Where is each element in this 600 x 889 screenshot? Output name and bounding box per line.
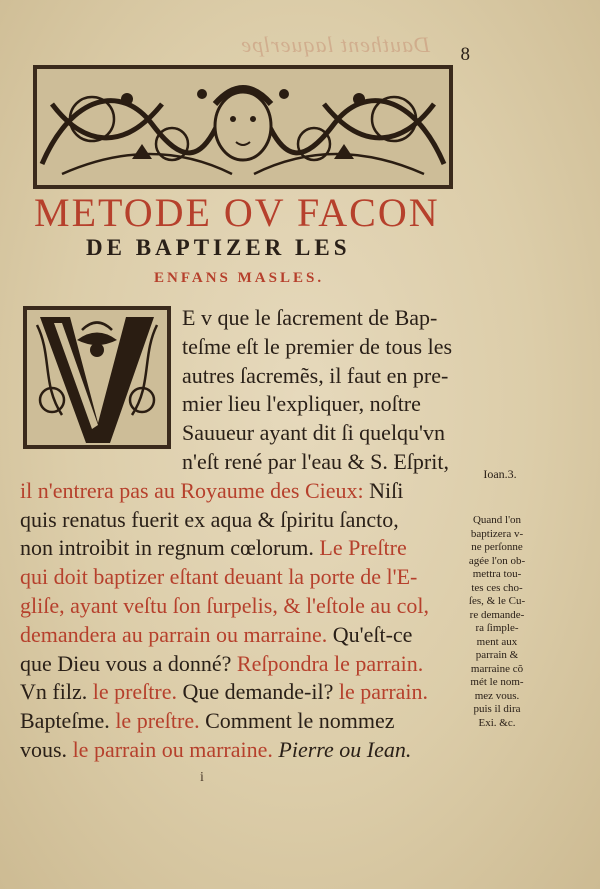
ornamental-headpiece [32, 64, 454, 190]
text-line [20, 506, 465, 535]
text-segment: vous. [20, 736, 73, 762]
text-line [20, 736, 465, 765]
text-segment: quis renatus fuerit ex aqua & ſpiritu ſancto, [20, 506, 399, 532]
marginal-note-line: mez vous. [474, 689, 520, 702]
rubric-segment: demandera au parrain ou marraine. [20, 621, 333, 647]
text-segment: n'eſt rené par l'eau & S. Eſprit, [182, 448, 449, 474]
text-segment: Vn filz. [20, 679, 93, 705]
text-line [20, 650, 465, 679]
body-text [20, 304, 465, 765]
bleed-through-text: Dauthent laquerlpe [240, 32, 430, 57]
rubric-segment: gliſe, ayant veſtu ſon ſurpelis, & l'eſtole au col, [20, 592, 430, 618]
text-segment: que Dieu vous a donné? [20, 650, 237, 676]
text-line [20, 362, 465, 391]
text-segment: mier lieu l'expliquer, noſtre [182, 391, 421, 417]
text-line [20, 592, 465, 621]
italic-segment: Pierre ou Iean. [272, 736, 412, 762]
marginal-note-line: re demande- [469, 608, 525, 621]
text-segment: non introibit in regnum cœlorum. [20, 535, 320, 561]
marginal-note-line: puis il dira [473, 703, 521, 715]
marginal-note-line: ſes, & le Cu- [468, 595, 526, 607]
marginal-note-line: Quand l'on [472, 514, 522, 526]
marginal-note-line: marraine cõ [470, 662, 524, 675]
marginal-reference: Ioan.3. [483, 467, 517, 481]
marginal-note-line: mettra tou- [472, 568, 522, 580]
rubric-segment: le parrain ou marraine. [72, 736, 273, 762]
marginal-note-line: ra ſimple- [475, 622, 519, 634]
text-segment: Qu'eſt-ce [332, 621, 413, 647]
rubric-segment: qui doit baptizer eſtant deuant la porte de l'E- [20, 564, 418, 590]
marginal-note-line: agée l'on ob- [468, 554, 526, 567]
page-number: 8 [460, 44, 470, 65]
rubric-segment: le preſtre. [115, 708, 206, 734]
text-line [20, 419, 465, 448]
marginal-note-line: baptizera v- [470, 527, 524, 540]
marginal-note [452, 514, 542, 730]
rubric-segment: Le Preſtre [319, 535, 407, 561]
text-line [20, 304, 465, 333]
text-line [20, 390, 465, 419]
text-line [20, 621, 465, 650]
rubric-segment: le preſtre. [92, 679, 183, 705]
text-line [20, 707, 465, 736]
text-segment: teſme eſt le premier de tous les [182, 333, 453, 359]
rubric-segment: Reſpondra le parrain. [236, 650, 424, 676]
text-line [20, 534, 465, 563]
text-segment: autres ſacremẽs, il faut en pre- [182, 362, 449, 388]
marginal-note-line: parrain & [475, 649, 519, 661]
text-segment: Sauueur ayant dit ſi quelqu'vn [182, 420, 446, 446]
text-segment: Que demande-il? [182, 679, 339, 705]
marginal-note-line: tes ces cho- [471, 581, 523, 594]
text-segment: E v que le ſacrement de Bap- [182, 305, 438, 330]
marginal-note-line: ne perſonne [471, 541, 523, 553]
text-line [20, 333, 465, 362]
text-segment: Niſi [369, 477, 404, 503]
page-subtitle: DE BAPTIZER LES [86, 235, 351, 260]
marginal-note-line: mét le nom- [470, 676, 524, 688]
text-segment: Bapteſme. [20, 708, 116, 734]
rubric-segment: le parrain. [338, 679, 429, 705]
text-line [20, 477, 465, 506]
signature-mark: i [200, 770, 204, 785]
rubric-segment: il n'entrera pas au Royaume des Cieux: [20, 477, 370, 503]
page-subtitle-2: ENFANS MASLES. [154, 270, 325, 286]
marginal-note-line: Exi. &c. [478, 716, 516, 729]
page-title: METODE OV FACON [34, 190, 440, 235]
text-line [20, 563, 465, 592]
text-segment: Comment le nommez [205, 708, 395, 734]
text-line [20, 448, 465, 477]
marginal-note-line: ment aux [476, 635, 518, 648]
text-line [20, 678, 465, 707]
